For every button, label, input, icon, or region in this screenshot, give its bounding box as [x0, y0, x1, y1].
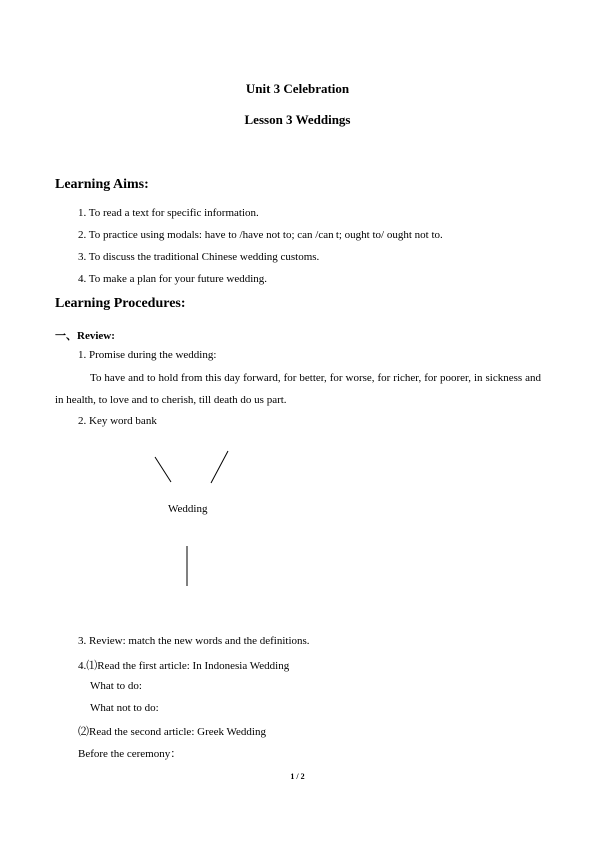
learning-procedures-heading: Learning Procedures: [55, 296, 186, 311]
read-second-article: ⑵Read the second article: Greek Wedding [78, 726, 266, 738]
learning-aims-heading: Learning Aims: [55, 177, 149, 192]
lesson-title: Lesson 3 Weddings [244, 112, 351, 127]
before-ceremony-label: Before the ceremony： [78, 748, 182, 760]
promise-label: 1. Promise during the wedding: [78, 349, 217, 361]
aim-item: 1. To read a text for specific information. [78, 207, 259, 219]
aim-item: 3. To discuss the traditional Chinese wedding customs. [78, 251, 320, 263]
diagram-center-word: Wedding [168, 503, 208, 515]
what-not-to-do-label: What not to do: [90, 702, 159, 714]
promise-text: To have and to hold from this day forward, for better, for worse, for richer, for poorer, in sickness and in health, to love and to cherish, till death do us part. [55, 372, 541, 406]
diagram-line-left [155, 457, 171, 482]
aim-item: 4. To make a plan for your future wedding. [78, 273, 268, 285]
review-heading: 一、Review: [55, 330, 115, 342]
page-number: 1 / 2 [290, 772, 305, 781]
review-item-3: 3. Review: match the new words and the definitions. [78, 635, 310, 647]
aim-item: 2. To practice using modals: have to /have not to; can /can t; ought to/ ought not to. [78, 229, 443, 241]
diagram-line-right [211, 451, 228, 483]
keyword-bank-label: 2. Key word bank [78, 415, 157, 427]
read-first-article: 4.⑴Read the first article: In Indonesia Wedding [78, 660, 290, 672]
what-to-do-label: What to do: [90, 680, 142, 692]
page-title: Unit 3 Celebration [245, 81, 350, 96]
